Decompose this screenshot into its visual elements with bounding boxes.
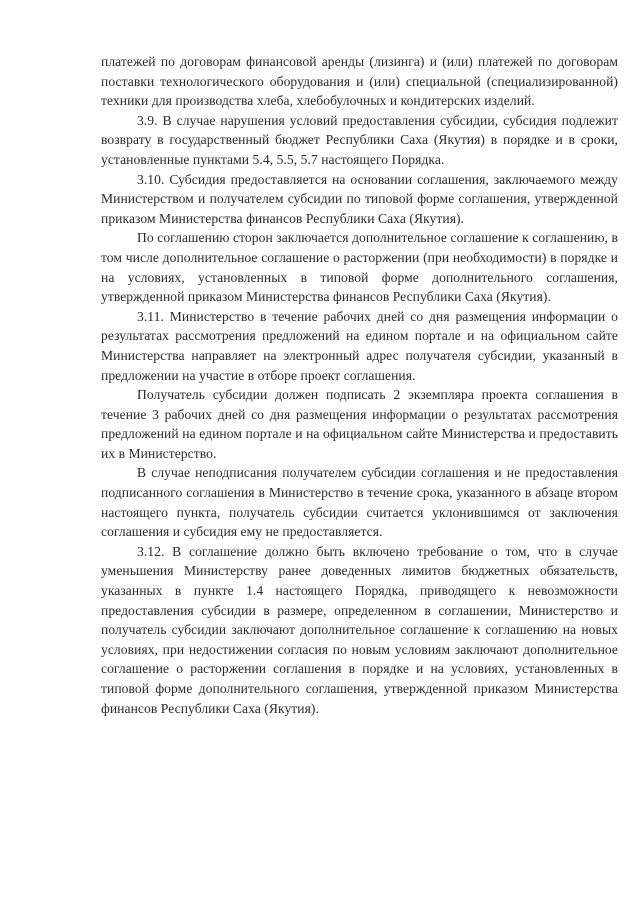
- document-body: [101, 52, 618, 718]
- paragraph-continuation: платежей по договорам финансовой аренды (лизинга) и (или) платежей по договорам поставки технологического оборудования и (или) специальной (специализированной) техники для производства хлеба, хлебобулочных и кондитерских изделий.: [101, 54, 618, 109]
- paragraph-signing: Получатель субсидии должен подписать 2 экземпляра проекта соглашения в течение 3 рабочих дней со дня размещения информации о результатах рассмотрения предложений на едином портале и на официальном сайте Министерства и предоставить их в Министерство.: [101, 387, 618, 461]
- paragraph-3-9: 3.9. В случае нарушения условий предоставления субсидии, субсидия подлежит возврату в государственный бюджет Республики Саха (Якутия) в порядке и в сроки, установленные пунктами 5.4, 5.5, 5.7 настоящего Порядка.: [101, 112, 618, 167]
- paragraph-additional-agreement: По соглашению сторон заключается дополнительное соглашение к соглашению, в том числе дополнительное соглашение о расторжении (при необходимости) в порядке и на условиях, установленных в типовой форме дополнительного соглашения, утвержденной приказом Министерства финансов Республики Саха (Якутия).: [101, 230, 618, 305]
- paragraph-3-11: 3.11. Министерство в течение рабочих дней со дня размещения информации о результатах рассмотрения предложений на едином портале и на официальном сайте Министерства направляет на электронный адрес получателя субсидии, указанный в предложении на участие в отборе проект соглашения.: [101, 308, 618, 383]
- paragraph-3-12: 3.12. В соглашение должно быть включено требование о том, что в случае уменьшения Министерству ранее доведенных лимитов бюджетных обязательств, указанных в пункте 1.4 настоящего Порядка, приводящего к невозможности предоставления субсидии в размере, определенном в соглашении, Министерство и получатель субсидии заключают дополнительное соглашение к соглашению на новых условиях, при недостижении согласия по новым условиям заключают дополнительное соглашение о расторжении соглашения в порядке и на условиях, установленных в типовой форме дополнительного соглашения, утвержденной приказом Министерства финансов Республики Саха (Якутия).: [101, 543, 618, 716]
- paragraph-3-10: 3.10. Субсидия предоставляется на основании соглашения, заключаемого между Министерством и получателем субсидии по типовой форме соглашения, утвержденной приказом Министерства финансов Республики Саха (Якутия).: [101, 171, 618, 226]
- paragraph-non-signing: В случае неподписания получателем субсидии соглашения и не предоставления подписанного соглашения в Министерство в течение срока, указанного в абзаце втором настоящего пункта, получатель субсидии считается уклонившимся от заключения соглашения и субсидия ему не предоставляется.: [101, 465, 618, 540]
